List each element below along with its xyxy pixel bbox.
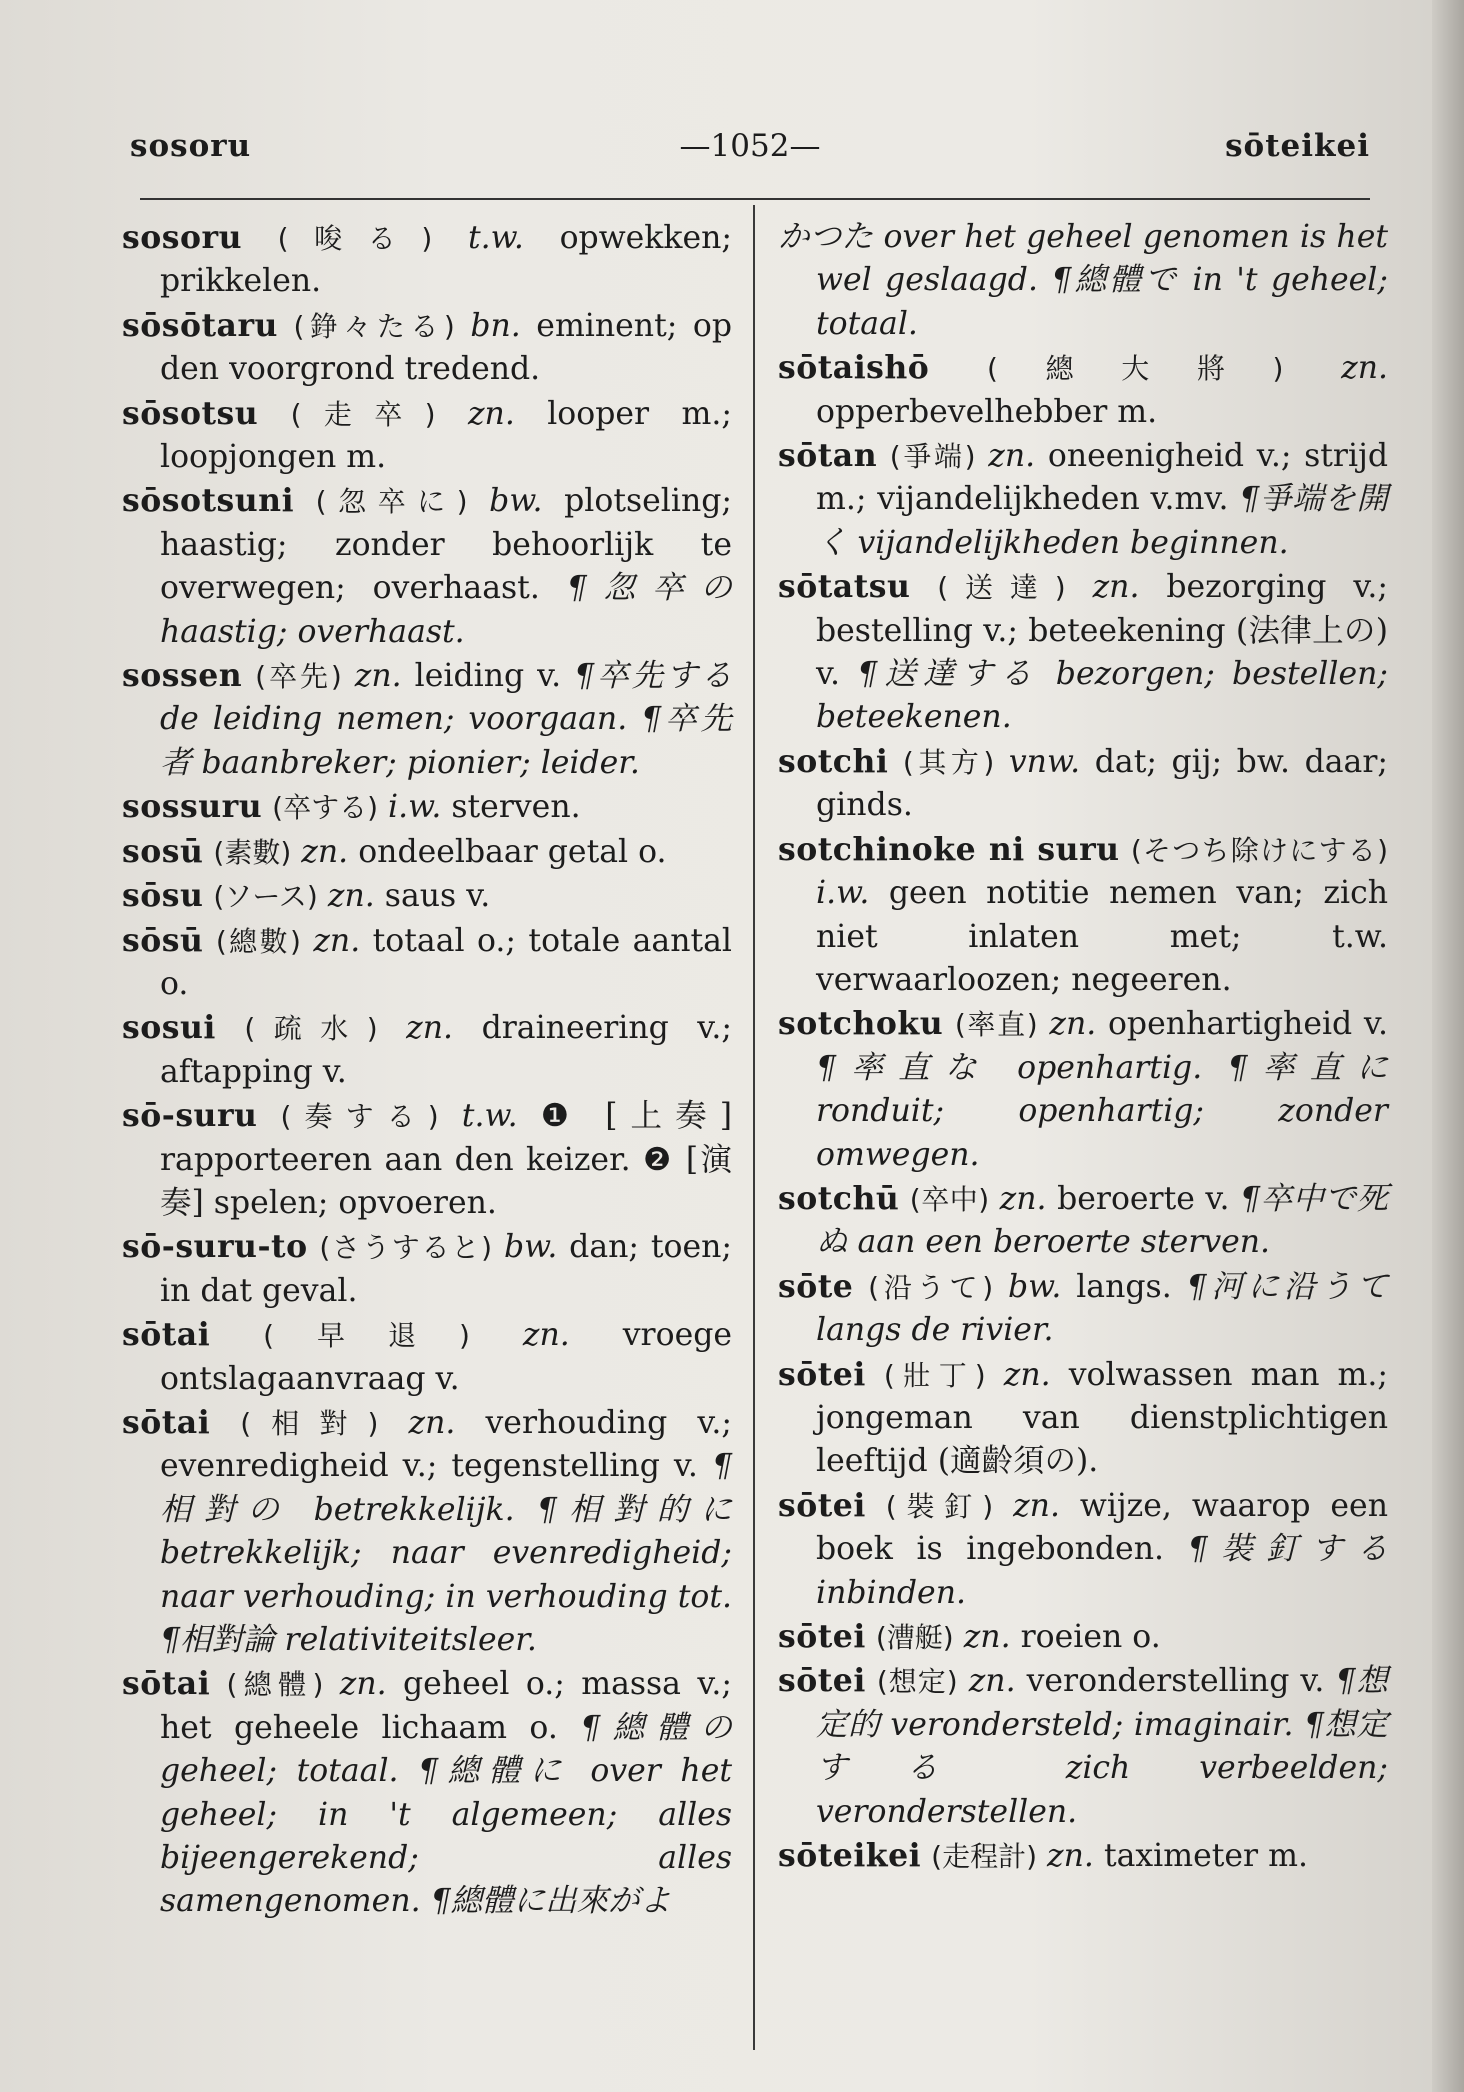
left-column (122, 216, 732, 1924)
dictionary-entry (122, 1401, 732, 1662)
entry-headword: sōtan (778, 437, 878, 475)
dictionary-entry (122, 216, 732, 304)
entry-examples: ¶爭端を開く vijandelijkheden beginnen. (816, 481, 1389, 561)
entry-translation: dan; toen; in dat geval. (160, 1229, 733, 1309)
entry-grammar: t.w. (468, 220, 524, 256)
entry-examples: ¶河に沿うて langs de rivier. (816, 1268, 1389, 1349)
entry-examples: ¶總體の geheel; totaal. ¶總體に over het geheel; in 't algemeen; alles bijeengerekend; alles samengenomen. ¶總體に出來がよ (160, 1709, 732, 1920)
entry-translation: bezorging v.; bestelling v.; beteekening (法律上の) v. (816, 569, 1389, 693)
entry-examples: ¶送達する bezorgen; bestellen; beteekenen. (816, 656, 1388, 736)
entry-headword: sōtai (122, 1316, 211, 1354)
entry-examples: ¶想定的 verondersteld; imaginair. ¶想定する zich verbeelden; veronderstellen. (816, 1663, 1389, 1830)
entry-kanji: (卒中) (909, 1182, 990, 1216)
entry-translation: openhartigheid v. (1107, 1006, 1388, 1043)
entry-examples: ¶率直な openhartig. ¶率直に ronduit; openhartig; zonder omwegen. (816, 1049, 1388, 1173)
entry-translation: geheel o.; massa v.; het geheele lichaam o. (160, 1666, 732, 1746)
entry-grammar: zn. (406, 1010, 454, 1047)
entry-grammar: vnw. (1008, 743, 1081, 780)
entry-grammar: zn. (327, 878, 375, 915)
dictionary-entry (122, 874, 732, 918)
entry-grammar: zn. (1013, 1487, 1060, 1524)
entry-grammar: zn. (968, 1663, 1016, 1700)
entry-examples: ¶卒先する de leiding nemen; voorgaan. ¶卒先者 baanbreker; pionier; leider. (160, 658, 732, 781)
dictionary-entry (778, 346, 1388, 434)
entry-headword: sōsotsuni (122, 482, 295, 520)
entry-kanji: (總數) (215, 924, 301, 958)
entry-grammar: i.w. (816, 875, 870, 912)
entry-grammar: zn. (301, 833, 349, 870)
dictionary-entry (122, 479, 732, 654)
dictionary-entry (122, 785, 732, 829)
dictionary-entry (778, 1353, 1388, 1484)
entry-headword: sosū (122, 832, 204, 870)
entry-grammar: zn. (408, 1404, 456, 1441)
entry-translation: vroege ontslagaanvraag v. (160, 1317, 733, 1397)
dictionary-entry (122, 1094, 732, 1225)
dictionary-entry (122, 1662, 732, 1923)
dictionary-entry (122, 830, 732, 874)
dictionary-entry (778, 1834, 1388, 1878)
entry-kanji: (卒する) (272, 791, 378, 825)
entry-kanji: (奏する) (280, 1100, 439, 1134)
dictionary-entry (778, 1615, 1388, 1659)
entry-examples: ¶卒中で死ぬ aan een beroerte sterven. (816, 1180, 1389, 1261)
entry-headword: sōtai (122, 1665, 211, 1703)
entry-kanji: (早退) (263, 1319, 470, 1353)
entry-grammar: zn. (522, 1317, 570, 1354)
entry-translation: leiding v. (414, 658, 562, 695)
entry-kanji: (總體) (226, 1668, 324, 1702)
entry-headword: sosoru (122, 219, 242, 256)
entry-kanji: (さうすると) (319, 1231, 493, 1265)
entry-grammar: zn. (1049, 1006, 1097, 1043)
entry-grammar: zn. (1092, 569, 1140, 606)
entry-headword: sotchi (778, 742, 889, 780)
entry-grammar: t.w. (461, 1098, 518, 1135)
entry-translation: opperbevelhebber m. (816, 393, 1158, 430)
entry-translation: langs. (1076, 1268, 1172, 1305)
dictionary-entry (122, 1313, 732, 1401)
entry-grammar: zn. (1341, 350, 1389, 387)
dictionary-entry (122, 1225, 732, 1313)
entry-kanji: (走程計) (931, 1840, 1038, 1874)
entry-translation: looper m.; loopjongen m. (160, 395, 732, 476)
dictionary-entry (122, 919, 732, 1007)
entry-translation: veronderstelling v. (1026, 1663, 1325, 1700)
entry-translation: verhouding v.; evenredigheid v.; tegenstelling v. (160, 1404, 733, 1485)
entry-grammar: zn. (1047, 1838, 1094, 1875)
entry-translation: beroerte v. (1057, 1180, 1230, 1217)
entry-headword: sōtei (778, 1486, 866, 1524)
entry-headword: sōsū (122, 921, 204, 959)
header-rule (140, 198, 1370, 200)
entry-headword: sōtei (778, 1618, 866, 1655)
entry-examples: ¶相對の betrekkelijk. ¶相對的に betrekkelijk; naar evenredigheid; naar verhouding; in verhouding tot. ¶相對論 relativiteitsleer. (160, 1448, 733, 1658)
entry-translation: totaal o.; totale aantal o. (160, 922, 732, 1002)
entry-headword: sōtatsu (778, 568, 911, 606)
entry-translation: wijze, waarop een boek is ingebonden. (816, 1487, 1388, 1568)
entry-headword: sotchinoke ni suru (778, 830, 1120, 868)
column-divider (753, 205, 755, 2050)
entry-kanji: (錚々たる) (293, 309, 455, 343)
page-edge-shadow (1432, 0, 1464, 2092)
dictionary-entry (778, 565, 1388, 740)
entry-translation: ❶ [上奏] rapporteeren aan den keizer. ❷ [演奏] spelen; opvoeren. (160, 1098, 732, 1221)
entry-headword: sōtei (778, 1355, 866, 1393)
entry-kanji: (總大將) (987, 352, 1284, 386)
entry-kanji: (相對) (240, 1406, 379, 1440)
entry-kanji: (壯丁) (883, 1358, 986, 1392)
entry-translation: opwekken; prikkelen. (160, 220, 733, 300)
entry-translation: sterven. (451, 789, 581, 826)
page-number: —1052— (679, 128, 821, 164)
entry-kanji: (爭端) (889, 440, 976, 474)
entry-examples: ¶忽卒の haastig; overhaast. (160, 570, 732, 650)
dictionary-entry (778, 216, 1388, 346)
entry-translation: roeien o. (1020, 1619, 1161, 1655)
entry-translation: geen notitie nemen van; zich niet inlaten met; t.w. verwaarloozen; negeeren. (816, 875, 1389, 998)
entry-kanji: (走卒) (290, 397, 436, 431)
entry-grammar: zn. (999, 1180, 1047, 1217)
entry-headword: sōte (778, 1267, 854, 1305)
entry-headword: sotchoku (778, 1005, 944, 1043)
entry-headword: sōsōtaru (122, 306, 278, 344)
dictionary-entry (778, 828, 1388, 1003)
dictionary-entry (778, 1177, 1388, 1265)
entry-kanji: (唆る) (277, 222, 433, 255)
entry-kanji: (そつち除けにする) (1130, 833, 1389, 867)
entry-headword: sō-suru-to (122, 1228, 308, 1266)
dictionary-entry (778, 1002, 1388, 1177)
left-guide-word: sosoru (130, 128, 252, 164)
dictionary-entry (122, 1006, 732, 1094)
entry-translation: saus v. (384, 878, 491, 915)
entry-translation: volwassen man m.; jongeman van dienstplichtigen leeftijd (適齡須の). (816, 1356, 1389, 1480)
right-guide-word: sōteikei (1225, 128, 1370, 164)
entry-kanji: (素數) (213, 835, 292, 869)
entry-headword: sossuru (122, 788, 263, 826)
entry-grammar: zn. (988, 438, 1036, 475)
entry-translation: eminent; op den voorgrond tredend. (160, 307, 733, 388)
page-header (130, 128, 1370, 188)
entry-headword: sōtaishō (778, 349, 930, 387)
entry-grammar: zn. (963, 1619, 1011, 1655)
entry-headword: sōsu (122, 877, 204, 915)
entry-headword: sō-suru (122, 1097, 258, 1135)
entry-examples: ¶裝釘する inbinden. (816, 1531, 1388, 1611)
entry-examples: かつた over het geheel genomen is het wel geslaagd. ¶總體で in 't geheel; totaal. (778, 219, 1388, 342)
dictionary-entry (778, 740, 1388, 828)
entry-headword: sōteikei (778, 1837, 922, 1875)
entry-grammar: bw. (503, 1229, 558, 1266)
entry-kanji: (想定) (876, 1665, 958, 1699)
entry-kanji: (送達) (937, 571, 1066, 605)
entry-translation: oneenigheid v.; strijd m.; vijandelijkheden v.mv. (816, 438, 1388, 518)
entry-translation: plotseling; haastig; zonder behoorlijk te overwegen; overhaast. (160, 483, 733, 607)
entry-translation: ondeelbaar getal o. (358, 833, 667, 870)
entry-grammar: zn. (313, 922, 361, 959)
entry-grammar: bn. (470, 307, 521, 344)
dictionary-entry (778, 1484, 1388, 1615)
entry-kanji: (沿うて) (868, 1270, 994, 1304)
entry-kanji: (卒先) (255, 660, 342, 694)
entry-kanji: (其方) (902, 745, 995, 779)
entry-grammar: zn. (339, 1666, 387, 1703)
entry-headword: sosui (122, 1009, 216, 1047)
dictionary-entry (122, 392, 732, 480)
entry-grammar: zn. (354, 658, 402, 695)
dictionary-entry (778, 1659, 1388, 1834)
entry-translation: dat; gij; bw. daar; ginds. (816, 743, 1389, 824)
entry-kanji: (率直) (954, 1008, 1038, 1042)
entry-kanji: (裝釘) (885, 1489, 994, 1523)
entry-headword: sōtei (778, 1662, 866, 1700)
right-column (778, 216, 1388, 1878)
entry-headword: sotchū (778, 1179, 900, 1217)
entry-translation: draineering v.; aftapping v. (160, 1010, 732, 1090)
entry-kanji: (疏水) (244, 1012, 378, 1046)
entry-kanji: (漕艇) (875, 1621, 954, 1654)
entry-headword: sossen (122, 657, 243, 695)
entry-headword: sōsotsu (122, 394, 259, 432)
entry-grammar: bw. (489, 483, 543, 520)
entry-grammar: zn. (467, 395, 515, 432)
entry-headword: sōtai (122, 1403, 211, 1441)
entry-kanji: (ソース) (213, 880, 318, 914)
dictionary-entry (778, 1265, 1388, 1353)
dictionary-entry (778, 434, 1388, 565)
entry-translation: taximeter m. (1103, 1838, 1308, 1875)
dictionary-entry (122, 304, 732, 392)
entry-grammar: i.w. (388, 789, 442, 826)
entry-grammar: zn. (1003, 1356, 1051, 1393)
entry-grammar: bw. (1008, 1268, 1062, 1305)
entry-kanji: (忽卒に) (315, 485, 468, 519)
dictionary-entry (122, 654, 732, 785)
